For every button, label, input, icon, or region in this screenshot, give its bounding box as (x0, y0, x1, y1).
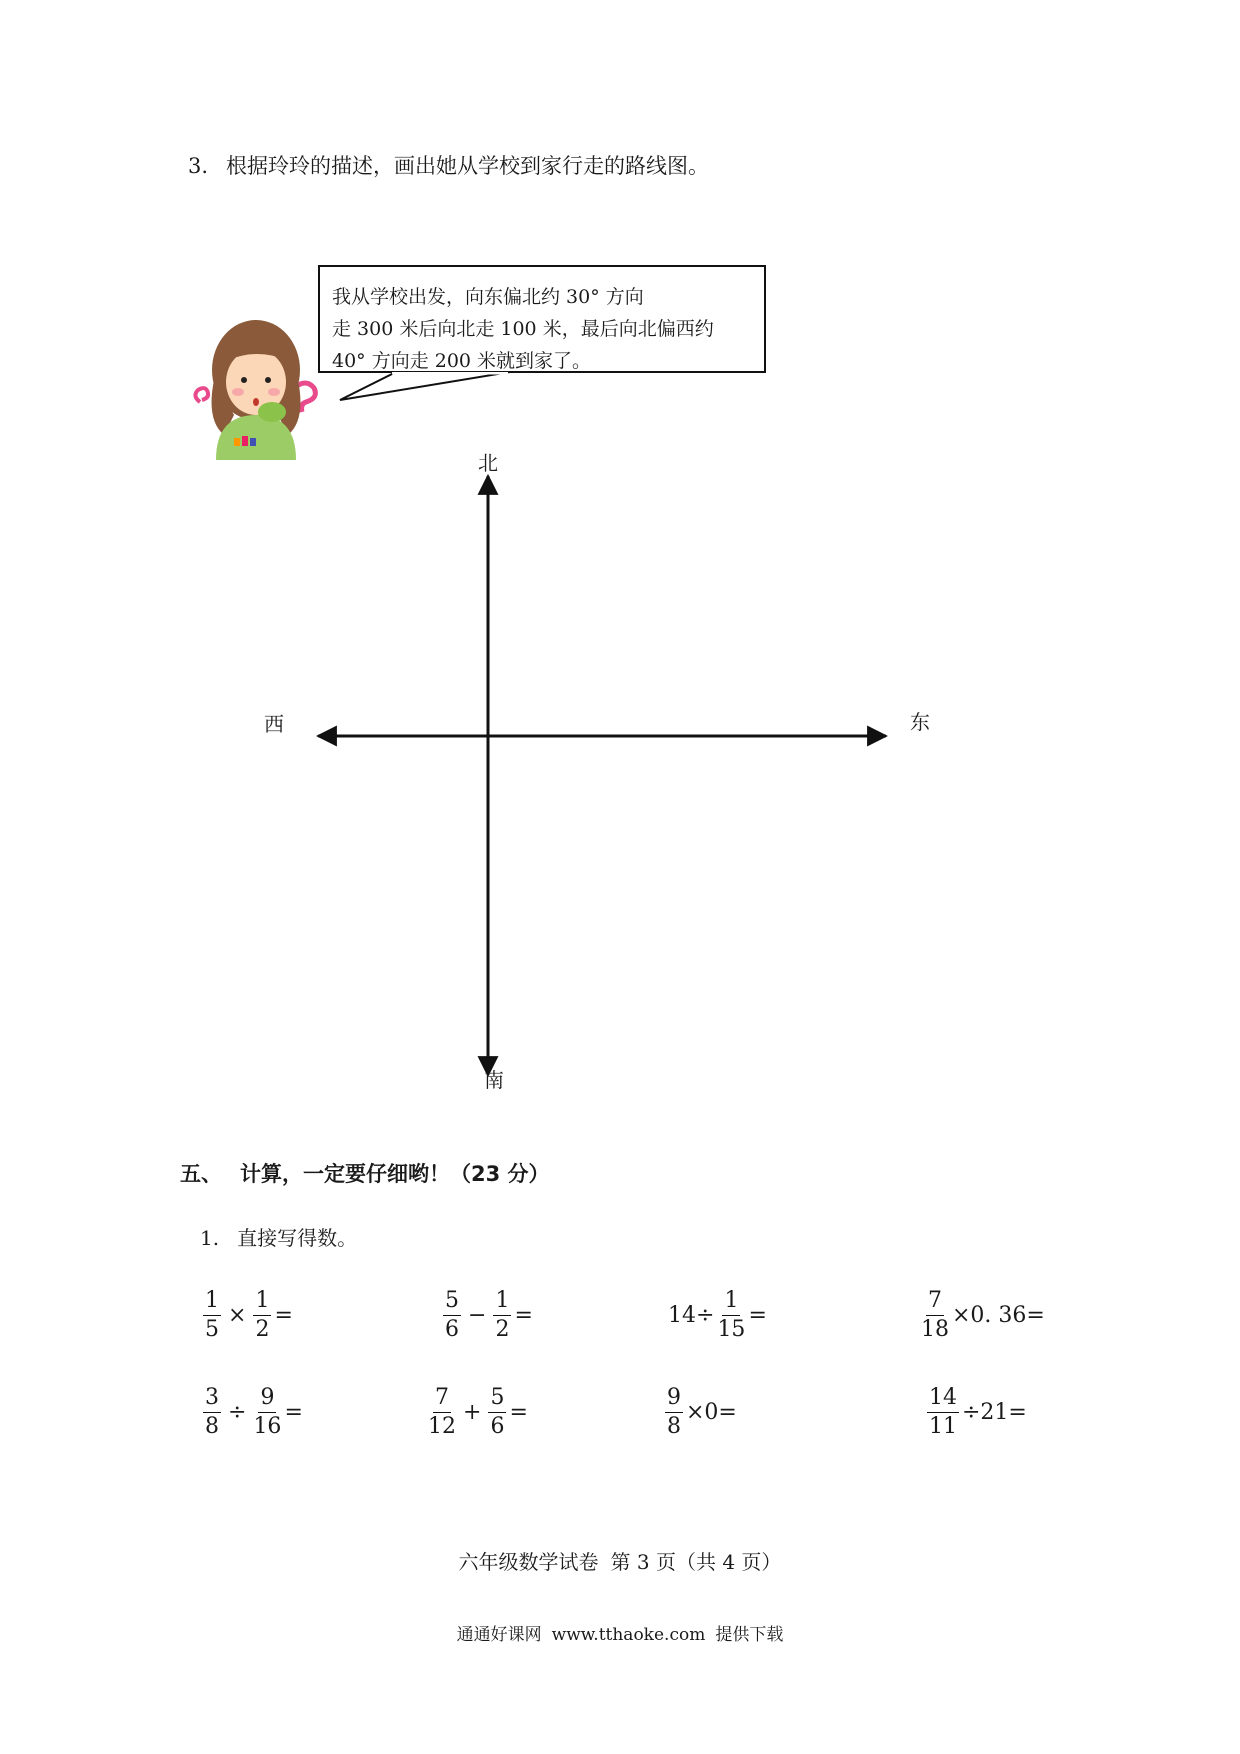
fraction: $\frac{14}{11}$ (929, 1385, 957, 1439)
exercise-6: $\frac{7}{12}$ + $\frac{5}{6}$ = (428, 1385, 528, 1439)
question-3 (188, 150, 709, 180)
south-label: 南 (484, 1068, 504, 1092)
exercise-8: $\frac{14}{11}$ ÷21= (929, 1385, 1027, 1439)
west-label: 西 (264, 712, 284, 736)
speech-bubble (318, 265, 766, 373)
subquestion-number: 1. (200, 1226, 220, 1250)
source-credit (0, 1620, 1240, 1645)
speech-bubble-tail (330, 372, 530, 412)
exercise-7: $\frac{9}{8}$ ×0= (667, 1385, 737, 1439)
girl-illustration (186, 310, 326, 460)
fraction: $\frac{7}{18}$ (921, 1288, 949, 1342)
exercise-3: 14÷ $\frac{1}{15}$ = (668, 1288, 767, 1342)
north-label: 北 (478, 451, 498, 475)
subquestion-text: 直接写得数。 (237, 1226, 358, 1250)
fraction: $\frac{1}{2}$ (495, 1288, 510, 1342)
speech-line-1: 我从学校出发，向东偏北约 30° 方向 (332, 286, 644, 308)
site-url: www.tthaoke.com (551, 1625, 706, 1645)
section-points: （23 分） (450, 1162, 550, 1186)
subquestion-1 (200, 1222, 357, 1251)
fraction: $\frac{1}{5}$ (205, 1288, 219, 1342)
section-5-heading (180, 1158, 550, 1188)
fraction: $\frac{9}{8}$ (667, 1385, 681, 1439)
speech-line-2: 走 300 米后向北走 100 米，最后向北偏西约 (332, 318, 714, 340)
fraction: $\frac{1}{15}$ (717, 1288, 746, 1342)
exam-title: 六年级数学试卷 (458, 1550, 599, 1574)
exercise-1: $\frac{1}{5}$ × $\frac{1}{2}$ = (205, 1288, 293, 1342)
section-number: 五、 (180, 1161, 222, 1186)
fraction: $\frac{9}{16}$ (253, 1385, 282, 1439)
fraction: $\frac{3}{8}$ (205, 1385, 219, 1439)
fraction: $\frac{5}{6}$ (445, 1288, 459, 1342)
exercise-5: $\frac{3}{8}$ ÷ $\frac{9}{16}$ = (205, 1385, 303, 1439)
section-title: 计算，一定要仔细哟！ (240, 1161, 450, 1186)
fraction: $\frac{7}{12}$ (428, 1385, 456, 1439)
speech-line-3: 40° 方向走 200 米就到家了。 (332, 350, 592, 372)
exercise-2: $\frac{5}{6}$ − $\frac{1}{2}$ = (445, 1288, 533, 1342)
compass-diagram (300, 440, 960, 1120)
fraction: $\frac{1}{2}$ (255, 1288, 270, 1342)
fraction: $\frac{5}{6}$ (490, 1385, 505, 1439)
exercise-4: $\frac{7}{18}$ ×0. 36= (921, 1288, 1045, 1342)
page-number: 第 3 页（共 4 页） (610, 1550, 782, 1574)
site-name: 通通好课网 (456, 1625, 542, 1645)
question-number: 3. (188, 154, 209, 178)
question-text: 根据玲玲的描述，画出她从学校到家行走的路线图。 (226, 154, 710, 178)
credit-suffix: 提供下载 (715, 1625, 784, 1645)
page-footer (0, 1546, 1240, 1575)
east-label: 东 (910, 710, 930, 734)
